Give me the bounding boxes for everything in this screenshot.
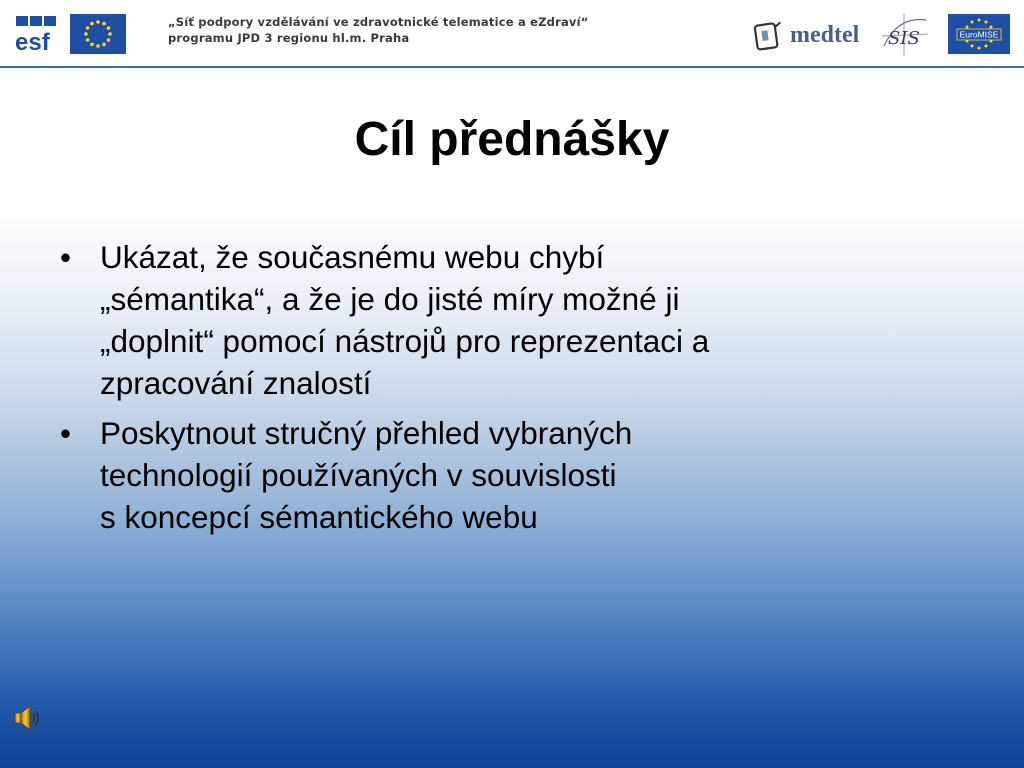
- esf-logo: [14, 14, 64, 54]
- bullet-marker: •: [60, 415, 72, 451]
- medtel-logo: [752, 16, 862, 54]
- bullet-marker: •: [60, 239, 72, 275]
- esf-logo-text: esf: [15, 29, 50, 54]
- bullet-list: [58, 236, 958, 546]
- bullet-item: [58, 412, 958, 538]
- sis-logo-text: SIS: [888, 28, 920, 49]
- slide-header: [0, 0, 1024, 68]
- sis-logo: [878, 12, 932, 58]
- bullet-text-line: Poskytnout stručný přehled vybraných: [100, 415, 633, 451]
- bullet-text-line: zpracování znalostí: [100, 365, 372, 401]
- euromise-logo-text: EuroMISE: [959, 29, 999, 40]
- program-caption-line1: „Síť podpory vzdělávání ve zdravotnické telematice a eZdraví“: [168, 15, 589, 29]
- header-divider: [0, 66, 1024, 68]
- bullet-text-line: Ukázat, že současnému webu chybí: [100, 239, 605, 275]
- speaker-icon[interactable]: [12, 703, 42, 733]
- bullet-text-line: technologií používaných v souvislosti: [100, 457, 617, 493]
- bullet-text-line: s koncepcí sémantického webu: [100, 499, 538, 535]
- bullet-item: [58, 236, 958, 404]
- bullet-text-line: „sémantika“, a že je do jisté míry možné ji: [100, 281, 680, 317]
- bullet-text-line: „doplnit“ pomocí nástrojů pro reprezentaci a: [100, 323, 710, 359]
- eu-flag-icon: [70, 14, 126, 54]
- program-caption: [168, 14, 589, 46]
- slide-title: Cíl přednášky: [354, 113, 670, 166]
- program-caption-line2: programu JPD 3 regionu hl.m. Praha: [168, 31, 410, 45]
- medtel-logo-text: medtel: [790, 22, 860, 48]
- euromise-logo: [948, 14, 1010, 54]
